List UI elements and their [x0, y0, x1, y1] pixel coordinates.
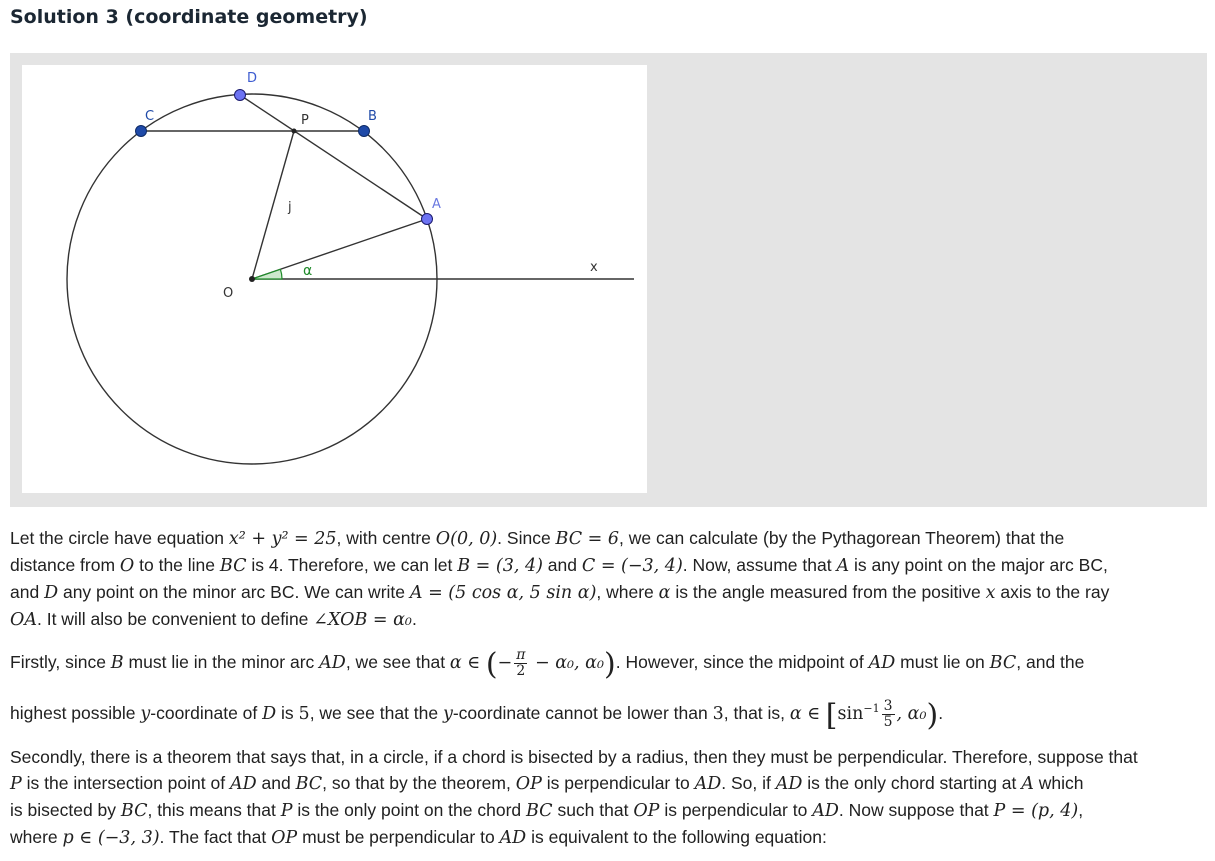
math-point-c: C = (−3, 4) — [581, 556, 683, 576]
math-var: P — [280, 801, 293, 821]
math-var: A — [836, 556, 850, 576]
text: is perpendicular to — [659, 800, 813, 820]
figure-panel — [10, 53, 1207, 507]
text: where — [10, 827, 63, 847]
geometry-figure — [22, 65, 647, 493]
point-c — [136, 126, 147, 137]
angle-alpha-arc — [252, 269, 282, 279]
text: axis to the ray — [995, 582, 1110, 602]
math-var: OP — [515, 774, 542, 794]
text: and — [256, 773, 296, 793]
label-p: P — [301, 113, 309, 128]
math-numerator: π — [516, 646, 526, 663]
text: and — [10, 582, 45, 602]
math-paren: ) — [604, 647, 616, 682]
math-var: B — [110, 653, 124, 673]
text: highest possible — [10, 702, 141, 723]
text: , — [1078, 800, 1084, 820]
math-var: D — [44, 583, 59, 603]
point-a — [422, 214, 433, 225]
math-interval-tail: − α₀, α₀ — [529, 653, 605, 673]
text: , we see that the — [309, 702, 443, 723]
label-o: O — [223, 286, 234, 301]
math-sin: sin — [837, 703, 864, 724]
math-number: 5 — [298, 703, 310, 724]
text: must be perpendicular to — [297, 827, 500, 847]
text: such that — [552, 800, 634, 820]
math-var: AD — [694, 774, 722, 794]
math-angle-def: ∠XOB = α₀ — [313, 610, 412, 630]
math-var: α ∈ — [789, 703, 826, 724]
text: , with centre — [336, 528, 436, 548]
math-fraction-pi-over-2 — [514, 648, 527, 679]
math-minus: − — [497, 653, 513, 673]
text: . However, since the midpoint of — [615, 652, 869, 672]
text: , and the — [1016, 652, 1085, 672]
text: is equivalent to the following equation: — [526, 827, 827, 847]
text: any point on the minor arc BC. We can write — [58, 582, 410, 602]
math-var: y — [140, 703, 151, 724]
text: . — [411, 609, 417, 629]
text: Let the circle have equation — [10, 528, 229, 548]
label-j: j — [288, 200, 292, 215]
math-var: P — [10, 774, 22, 794]
math-var: OP — [271, 828, 298, 848]
text: . Now, assume that — [682, 555, 837, 575]
geometry-diagram — [22, 65, 647, 493]
math-point-a: A = (5 cos α, 5 sin α) — [409, 583, 597, 603]
label-c: C — [145, 109, 155, 124]
point-d — [235, 90, 246, 101]
label-alpha: α — [303, 263, 313, 279]
text: is the only point on the chord — [292, 800, 526, 820]
math-interval-tail: , α₀ — [896, 703, 927, 724]
text: . — [938, 702, 944, 723]
paragraph-range — [10, 640, 1210, 738]
text: must lie in the minor arc — [123, 652, 320, 672]
label-x: x — [590, 260, 598, 275]
math-paren: ) — [926, 697, 939, 733]
paragraph-perpendicular — [10, 744, 1210, 851]
math-bc-length: BC = 6 — [555, 529, 620, 549]
math-var: BC — [989, 653, 1017, 673]
text: is any point on the major arc BC, — [849, 555, 1108, 575]
text: . So, if — [721, 773, 776, 793]
math-var: O — [119, 556, 135, 576]
text: is — [276, 702, 299, 723]
math-var: y — [442, 703, 453, 724]
math-var: BC — [219, 556, 247, 576]
math-var: AD — [868, 653, 896, 673]
math-inverse-exponent: −1 — [863, 702, 880, 715]
math-var: AD — [499, 828, 527, 848]
text: is the only chord starting at — [802, 773, 1022, 793]
math-var: α ∈ — [449, 653, 486, 673]
math-centre: O(0, 0) — [435, 529, 498, 549]
point-p — [292, 129, 297, 134]
text: . It will also be convenient to define — [37, 609, 314, 629]
section-heading: Solution 3 (coordinate geometry) — [10, 6, 368, 28]
text: Firstly, since — [10, 652, 111, 672]
math-var: D — [262, 703, 277, 724]
text: , this means that — [147, 800, 281, 820]
math-p-range: p ∈ (−3, 3) — [62, 828, 160, 848]
text: is 4. Therefore, we can let — [246, 555, 458, 575]
text: , where — [596, 582, 659, 602]
point-o — [249, 276, 255, 282]
text: is perpendicular to — [541, 773, 695, 793]
math-circle-equation: x² + y² = 25 — [228, 529, 337, 549]
math-denominator: 5 — [883, 713, 893, 730]
math-var: AD — [812, 801, 839, 821]
math-number: 3 — [712, 703, 724, 724]
text: which — [1033, 773, 1084, 793]
math-paren: ( — [485, 647, 498, 682]
math-var: x — [985, 583, 996, 603]
label-a: A — [432, 197, 441, 212]
text: . Since — [497, 528, 556, 548]
math-var: BC — [526, 801, 553, 821]
text: must lie on — [895, 652, 990, 672]
text: , so that by the theorem, — [322, 773, 516, 793]
math-var: BC — [120, 801, 148, 821]
text: -coordinate cannot be lower than — [452, 702, 713, 723]
text: -coordinate of — [150, 702, 263, 723]
math-var: AD — [229, 774, 257, 794]
math-var: A — [1021, 774, 1034, 794]
text: is bisected by — [10, 800, 121, 820]
math-denominator: 2 — [516, 662, 526, 679]
text: Secondly, there is a theorem that says that, in a circle, if a chord is bisected by a radius, then they must be perpendicular. Therefore, suppose that — [10, 747, 1138, 767]
text: . The fact that — [159, 827, 272, 847]
math-var: OP — [633, 801, 660, 821]
text: distance from — [10, 555, 120, 575]
math-var: OA — [10, 610, 37, 630]
text: to the line — [134, 555, 220, 575]
text: , we see that — [345, 652, 450, 672]
math-fraction-3-over-5 — [882, 699, 895, 730]
point-b — [359, 126, 370, 137]
paragraph-setup — [10, 525, 1210, 633]
text: , we can calculate (by the Pythagorean Theorem) that the — [619, 528, 1065, 548]
text: is the angle measured from the positive — [670, 582, 986, 602]
text: . Now suppose that — [838, 800, 994, 820]
math-numerator: 3 — [883, 697, 893, 714]
text: and — [542, 555, 582, 575]
math-var: α — [658, 583, 671, 603]
math-point-b: B = (3, 4) — [457, 556, 543, 576]
math-var: BC — [295, 774, 323, 794]
text: is the intersection point of — [21, 773, 230, 793]
text: , that is, — [723, 702, 790, 723]
math-var: AD — [775, 774, 803, 794]
label-d: D — [247, 71, 258, 86]
label-b: B — [368, 109, 377, 124]
math-point-p: P = (p, 4) — [993, 801, 1079, 821]
math-bracket: [ — [825, 697, 838, 733]
math-var: AD — [319, 653, 346, 673]
